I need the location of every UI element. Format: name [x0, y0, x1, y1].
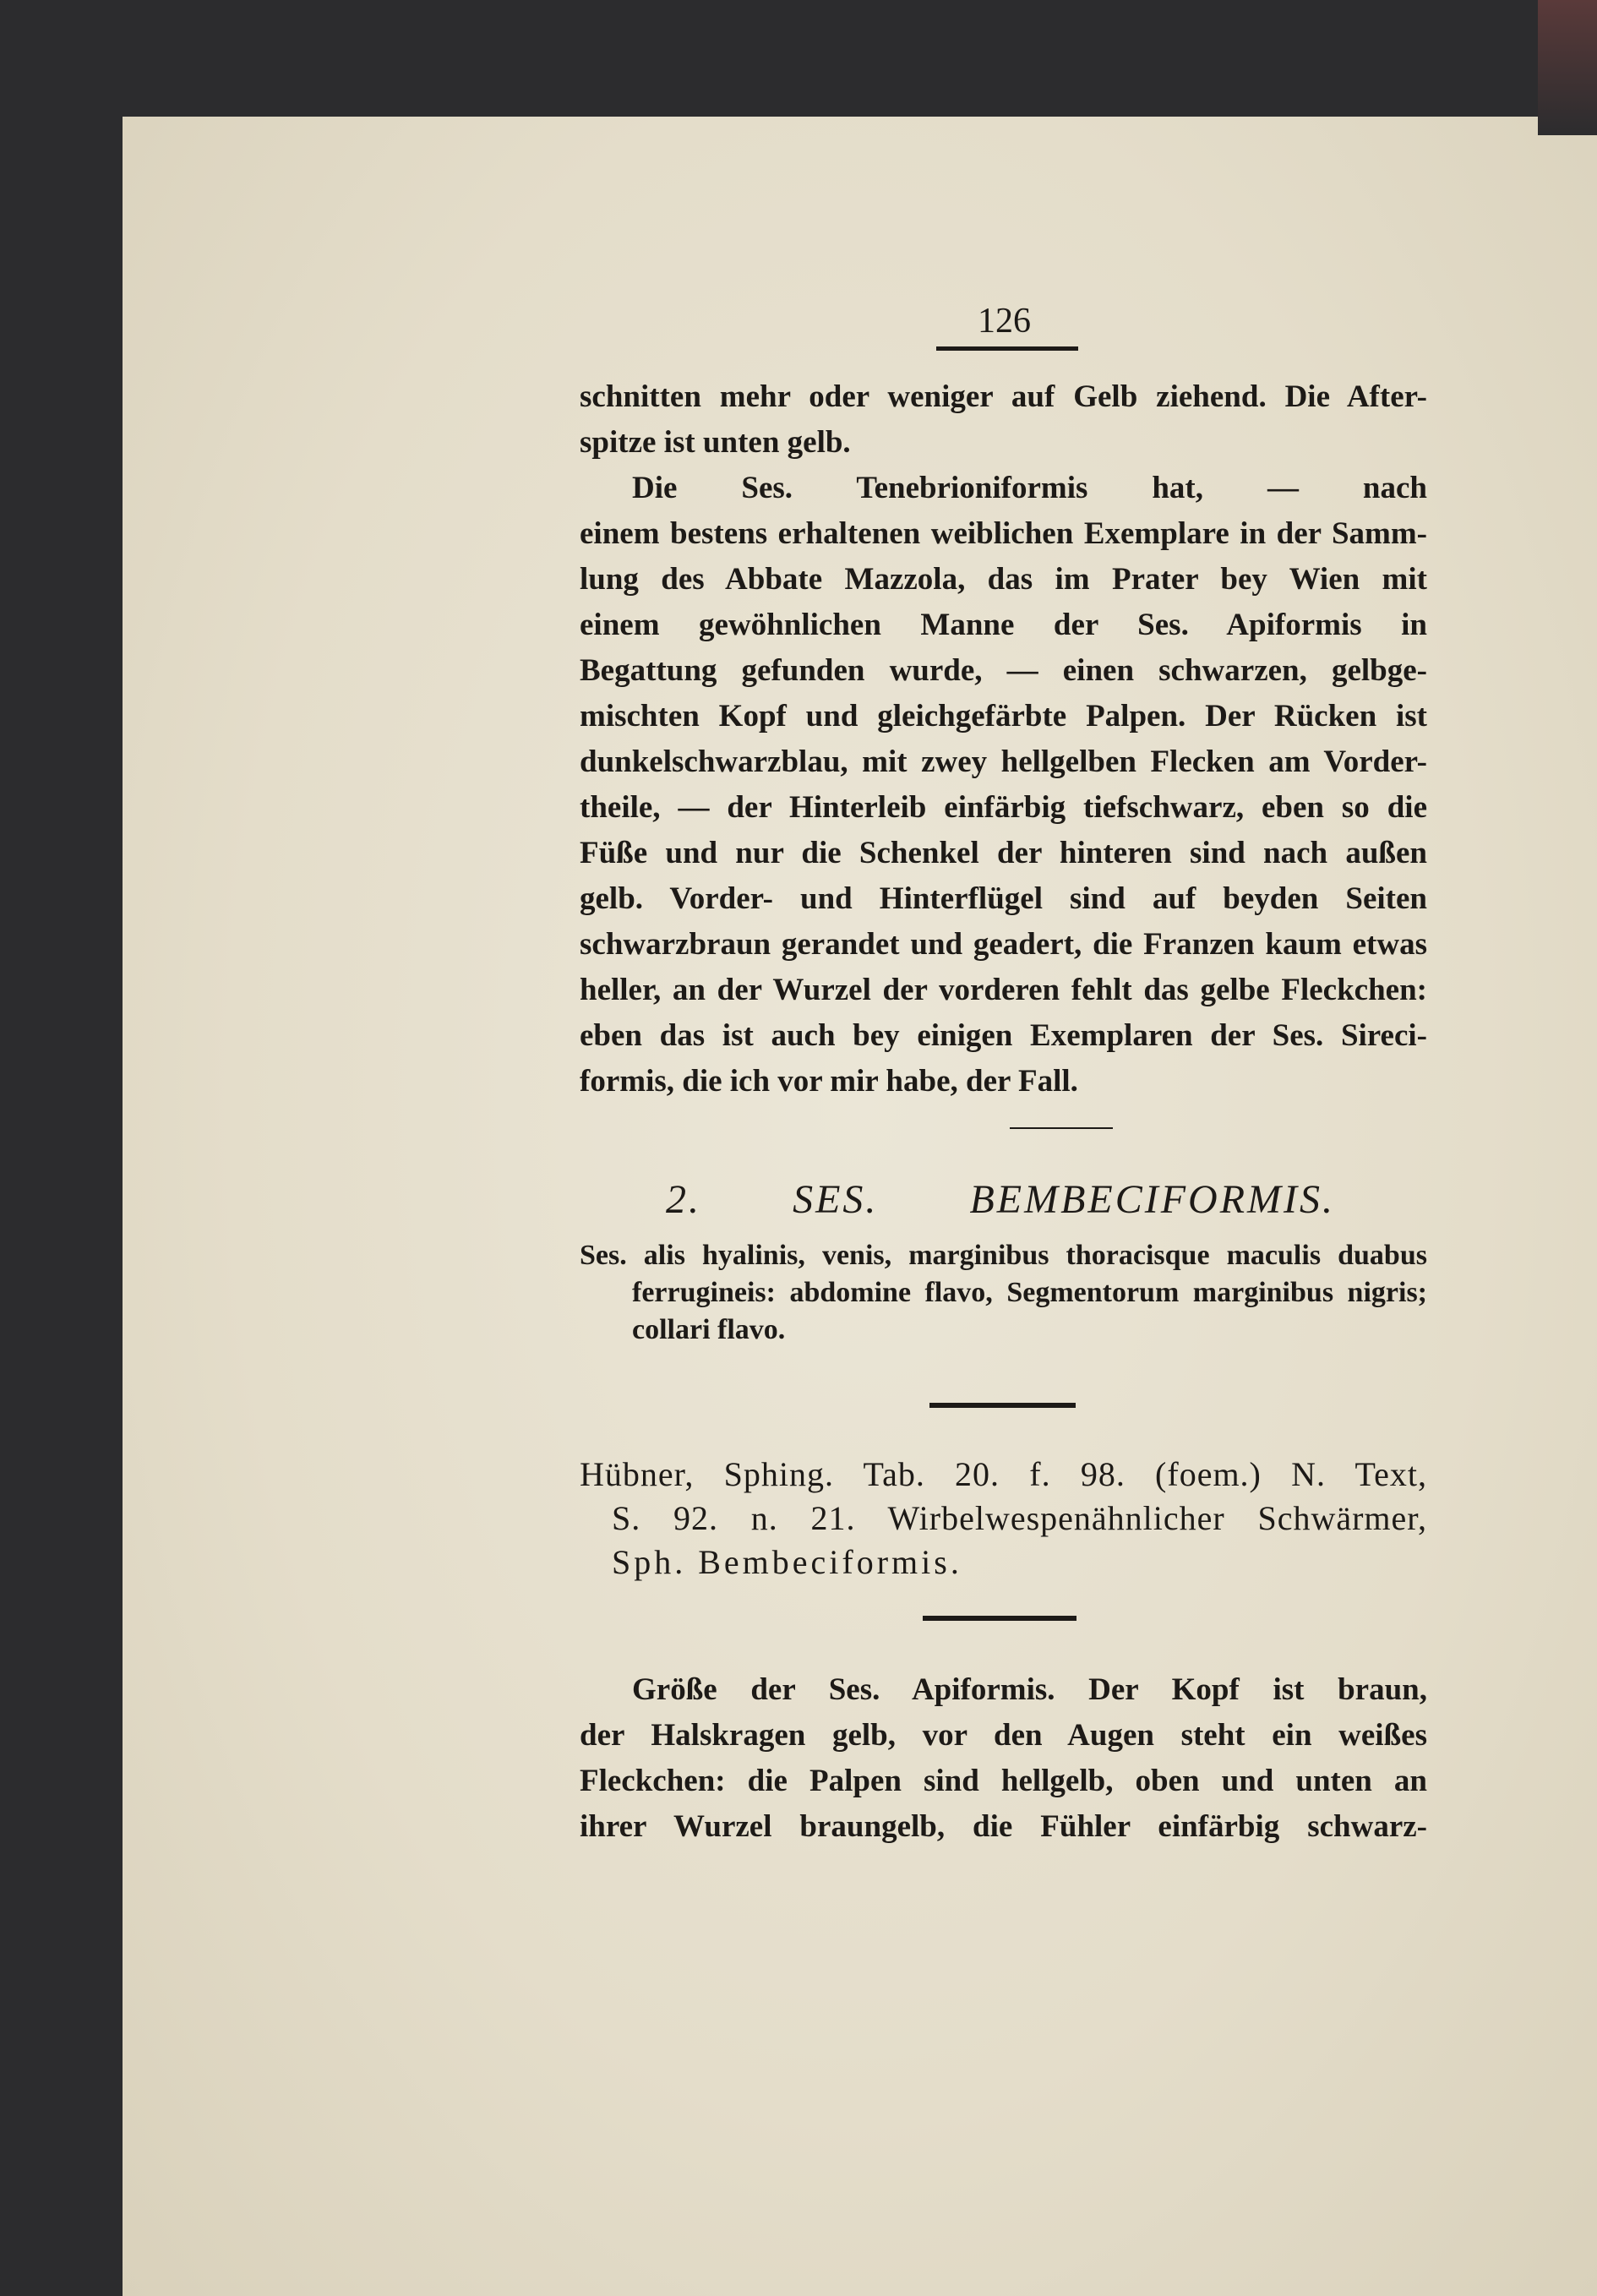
text-line: der Halskragen gelb, vor den Augen steht ein weißes	[580, 1718, 1427, 1753]
text-line: mischten Kopf und gleichgefärbte Palpen. Der Rücken ist	[580, 699, 1427, 734]
page-corner	[1538, 0, 1597, 135]
text-line: dunkelschwarzblau, mit zwey hellgelben Flecken am Vorder-	[580, 744, 1427, 779]
text-line: Füße und nur die Schenkel der hinteren sind nach außen	[580, 836, 1427, 870]
text-line: ihrer Wurzel braungelb, die Fühler einfärbig schwarz-	[580, 1809, 1427, 1844]
text-line: Begattung gefunden wurde, — einen schwarzen, gelbge-	[580, 653, 1427, 688]
reference-line: Hübner, Sphing. Tab. 20. f. 98. (foem.) N. Text,	[580, 1455, 1427, 1493]
text-line: schnitten mehr oder weniger auf Gelb ziehend. Die After-	[580, 379, 1427, 414]
diagnosis-line: ferrugineis: abdomine flavo, Segmentorum marginibus nigris;	[632, 1277, 1427, 1308]
text-line: formis, die ich vor mir habe, der Fall.	[580, 1064, 1078, 1099]
text-line: theile, — der Hinterleib einfärbig tiefschwarz, eben so die	[580, 790, 1427, 825]
text-line: einem bestens erhaltenen weiblichen Exemplare in der Samm-	[580, 516, 1427, 551]
text-line: Die Ses. Tenebrioniformis hat, — nach	[632, 471, 1427, 505]
text-line: Größe der Ses. Apiformis. Der Kopf ist braun,	[632, 1672, 1427, 1707]
text-line: lung des Abbate Mazzola, das im Prater bey Wien mit	[580, 562, 1427, 597]
reference-line: Sph. Bembeciformis.	[612, 1543, 962, 1581]
text-line: schwarzbraun gerandet und geadert, die Franzen kaum etwas	[580, 927, 1427, 962]
reference-line: S. 92. n. 21. Wirbelwespenähnlicher Schwärmer,	[612, 1499, 1427, 1537]
text-line: eben das ist auch bey einigen Exemplaren der Ses. Sireci-	[580, 1018, 1427, 1053]
divider-rule	[923, 1616, 1076, 1621]
text-line: einem gewöhnlichen Manne der Ses. Apiformis in	[580, 608, 1427, 642]
header-rule	[936, 346, 1078, 351]
page-number: 126	[978, 302, 1031, 341]
divider-rule	[929, 1403, 1076, 1408]
text-line: heller, an der Wurzel der vorderen fehlt das gelbe Fleckchen:	[580, 973, 1427, 1007]
text-line: spitze ist unten gelb.	[580, 425, 851, 460]
section-rule	[1010, 1127, 1113, 1129]
section-heading: 2. SES. BEMBECIFORMIS.	[666, 1177, 1335, 1222]
diagnosis-line: collari flavo.	[632, 1314, 786, 1345]
diagnosis-line: Ses. alis hyalinis, venis, marginibus thoracisque maculis duabus	[580, 1240, 1427, 1271]
text-line: gelb. Vorder- und Hinterflügel sind auf beyden Seiten	[580, 881, 1427, 916]
text-line: Fleckchen: die Palpen sind hellgelb, oben und unten an	[580, 1764, 1427, 1798]
